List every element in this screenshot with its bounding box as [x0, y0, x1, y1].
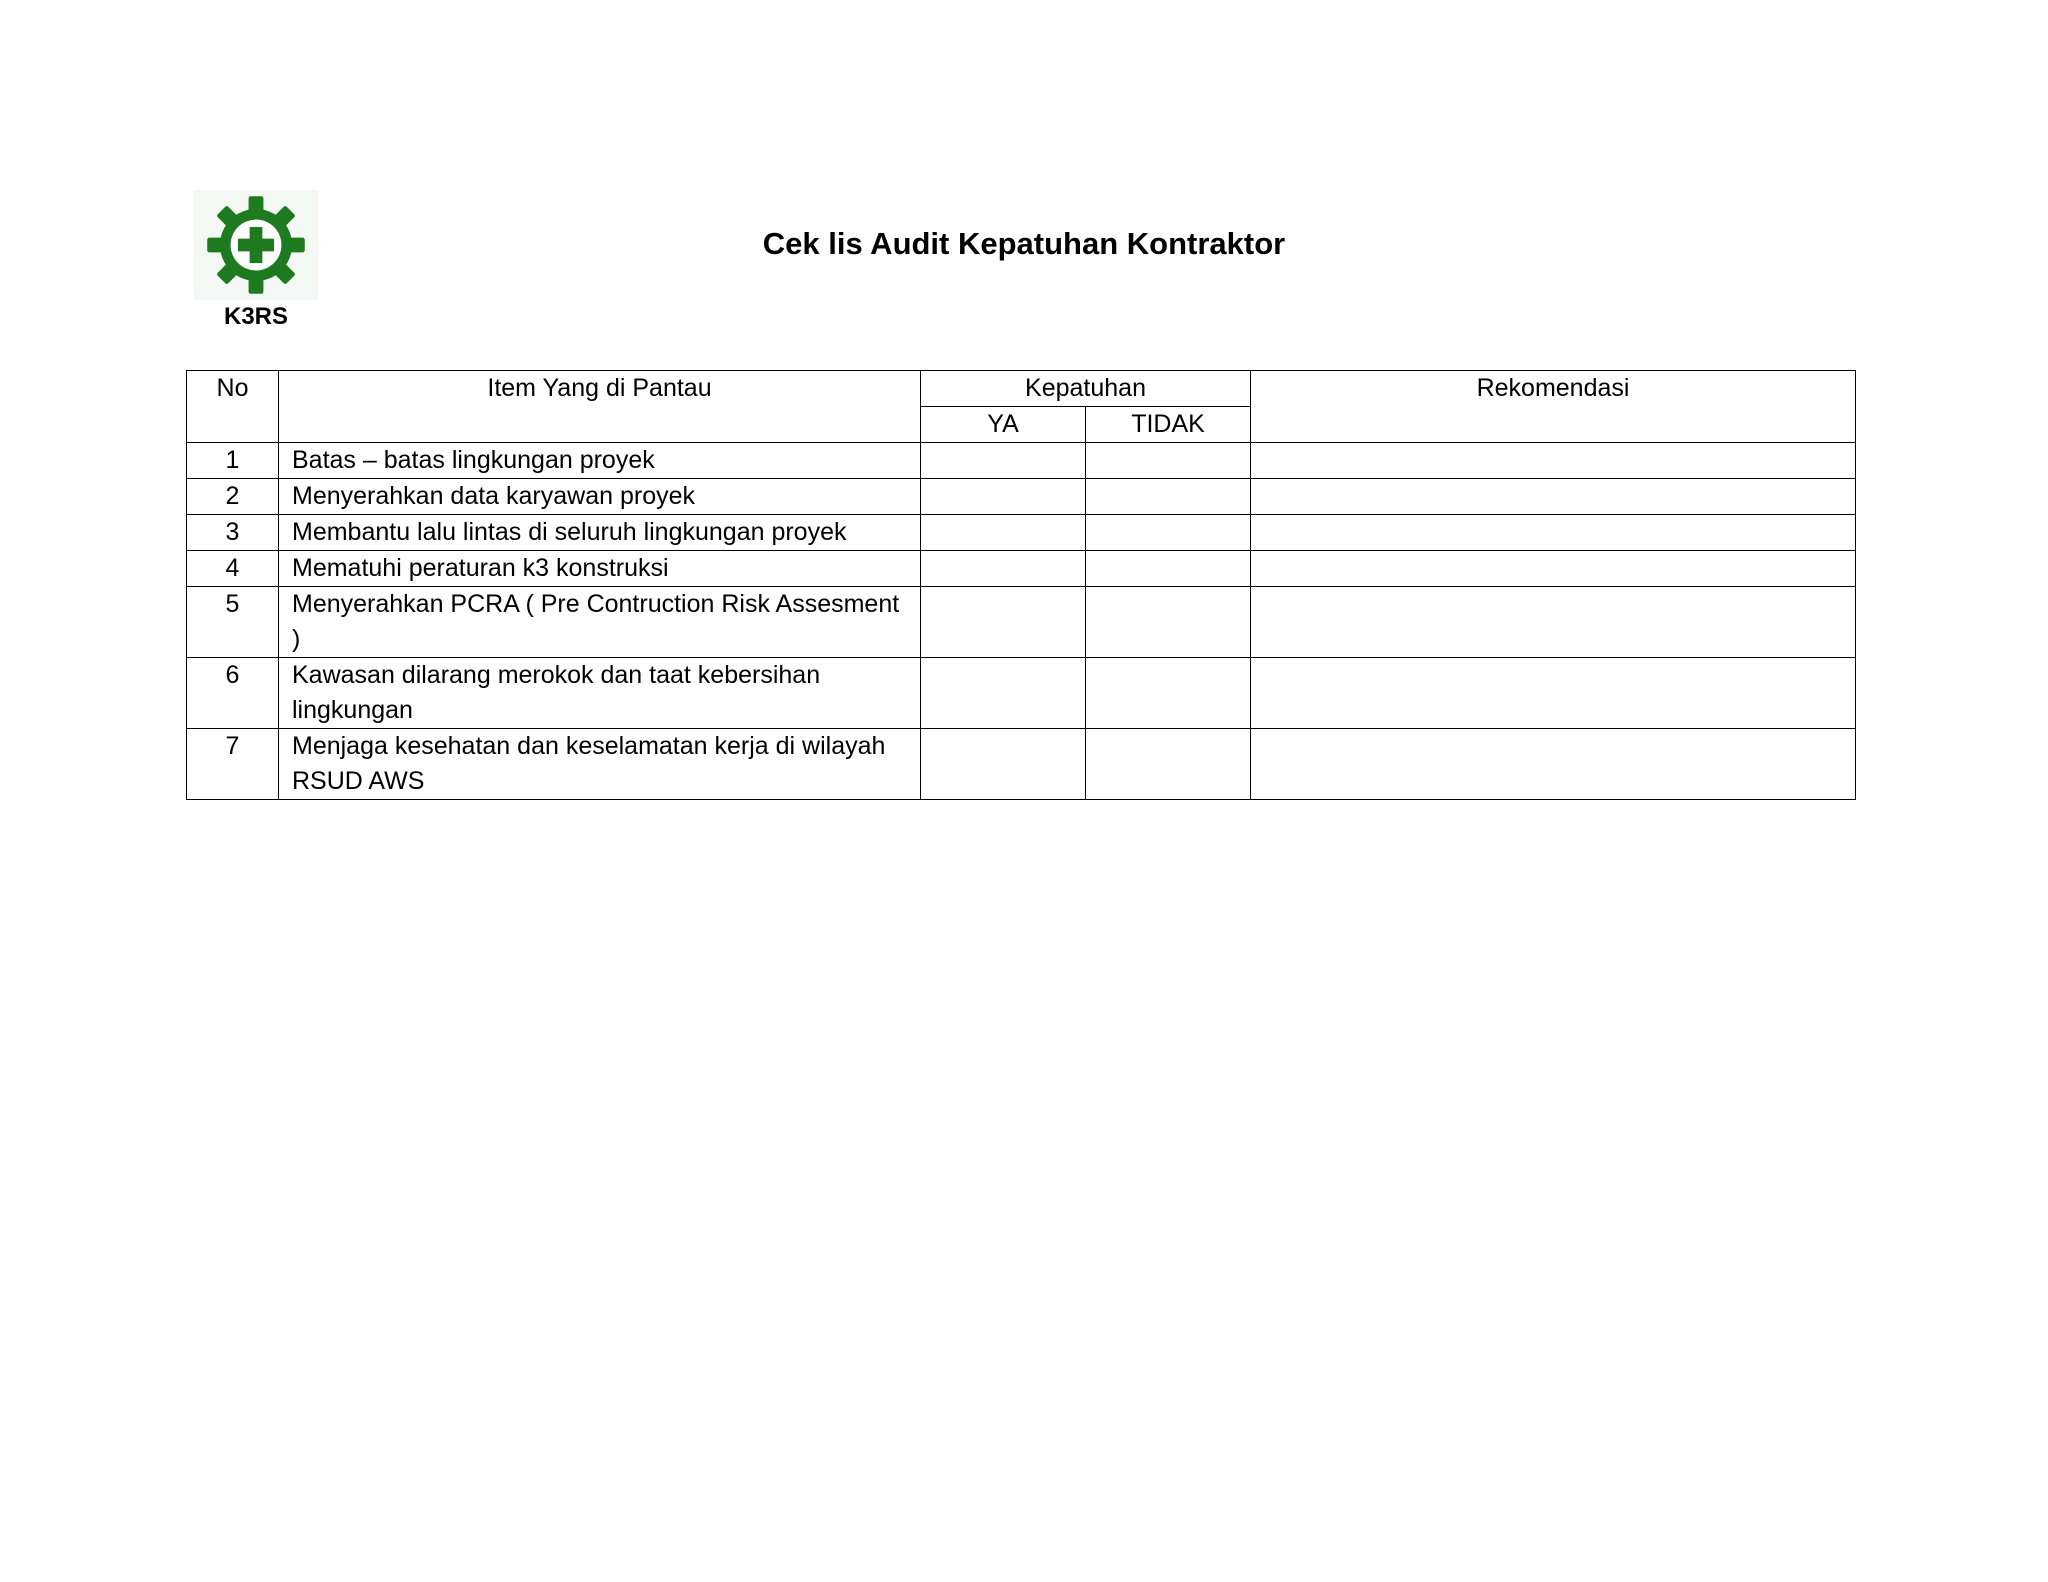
table-row [187, 443, 1856, 479]
row-item: Membantu lalu lintas di seluruh lingkungan proyek [279, 515, 921, 551]
page-title: Cek lis Audit Kepatuhan Kontraktor [762, 226, 1286, 261]
row-number: 3 [187, 515, 279, 551]
cell-tidak [1086, 551, 1251, 587]
logo-label: K3RS [223, 303, 289, 330]
row-item: Menyerahkan data karyawan proyek [279, 479, 921, 515]
cell-ya [921, 515, 1086, 551]
row-item: Mematuhi peraturan k3 konstruksi [279, 551, 921, 587]
row-item: Menyerahkan PCRA ( Pre Contruction Risk Assesment ) [279, 587, 921, 658]
header-yes: YA [921, 407, 1086, 443]
cell-rekomendasi [1251, 729, 1856, 800]
row-number: 1 [187, 443, 279, 479]
gear-cross-icon [203, 192, 309, 298]
cell-ya [921, 658, 1086, 729]
header-row [187, 371, 1856, 407]
cell-tidak [1086, 658, 1251, 729]
cell-rekomendasi [1251, 551, 1856, 587]
row-number: 2 [187, 479, 279, 515]
row-item: Menjaga kesehatan dan keselamatan kerja di wilayah RSUD AWS [279, 729, 921, 800]
row-number: 6 [187, 658, 279, 729]
header-item: Item Yang di Pantau [279, 371, 921, 443]
table-row [187, 515, 1856, 551]
row-number: 5 [187, 587, 279, 658]
row-item: Kawasan dilarang merokok dan taat kebersihan lingkungan [279, 658, 921, 729]
header-recommendation: Rekomendasi [1251, 371, 1856, 443]
table-row [187, 729, 1856, 800]
cell-tidak [1086, 729, 1251, 800]
row-number: 4 [187, 551, 279, 587]
table-row [187, 658, 1856, 729]
cell-tidak [1086, 587, 1251, 658]
cell-tidak [1086, 443, 1251, 479]
cell-tidak [1086, 515, 1251, 551]
header-compliance: Kepatuhan [921, 371, 1251, 407]
cell-ya [921, 479, 1086, 515]
cell-ya [921, 551, 1086, 587]
cell-tidak [1086, 479, 1251, 515]
table-row [187, 479, 1856, 515]
row-number: 7 [187, 729, 279, 800]
cell-rekomendasi [1251, 443, 1856, 479]
table-row [187, 587, 1856, 658]
header-no: No [187, 371, 279, 443]
cell-ya [921, 729, 1086, 800]
table-row [187, 551, 1856, 587]
cell-ya [921, 587, 1086, 658]
cell-rekomendasi [1251, 479, 1856, 515]
cell-ya [921, 443, 1086, 479]
cell-rekomendasi [1251, 515, 1856, 551]
audit-checklist-table [186, 370, 1856, 800]
cell-rekomendasi [1251, 658, 1856, 729]
header-no-compliance: TIDAK [1086, 407, 1251, 443]
row-item: Batas – batas lingkungan proyek [279, 443, 921, 479]
cell-rekomendasi [1251, 587, 1856, 658]
k3rs-logo [194, 190, 318, 300]
